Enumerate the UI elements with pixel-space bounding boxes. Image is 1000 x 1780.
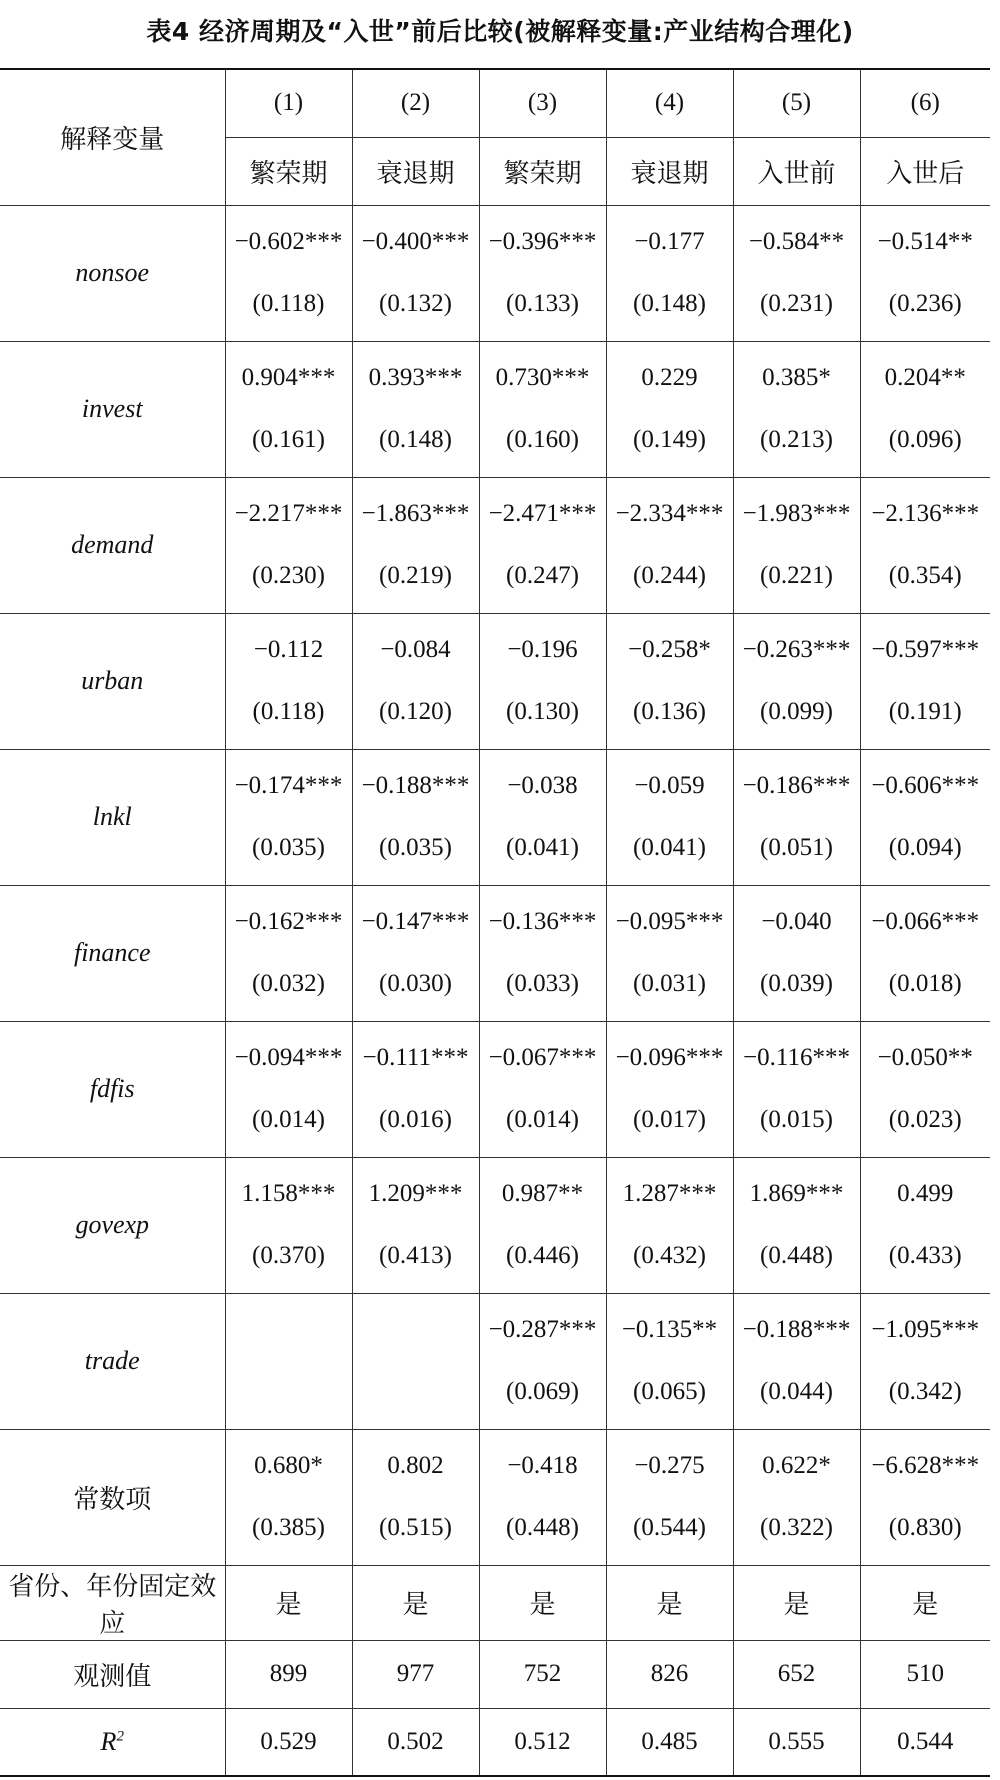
coefficient: 0.393***	[368, 364, 463, 391]
estimate-cell	[606, 477, 733, 613]
coefficient: 0.229	[641, 364, 698, 391]
column-number: (2)	[352, 69, 479, 137]
coefficient: 0.385*	[762, 364, 831, 391]
standard-error: (0.354)	[888, 562, 962, 589]
column-label: 入世后	[860, 137, 990, 205]
standard-error: (0.322)	[760, 1514, 833, 1541]
standard-error: (0.544)	[633, 1514, 706, 1541]
estimate-stack	[861, 1299, 991, 1423]
estimate-stack	[226, 1435, 352, 1559]
standard-error: (0.118)	[252, 290, 325, 317]
estimate-stack	[607, 755, 733, 879]
standard-error: (0.096)	[888, 426, 962, 453]
estimate-cell	[225, 1293, 352, 1429]
header-number-row	[0, 69, 990, 137]
fixed-effects-row-value: 是	[606, 1565, 733, 1640]
coefficient: −0.584**	[748, 228, 845, 255]
estimate-stack	[226, 1027, 352, 1151]
coefficient: −0.111***	[362, 1044, 469, 1071]
standard-error: (0.094)	[888, 834, 962, 861]
observations-row-value: 510	[860, 1640, 990, 1708]
estimate-cell	[860, 885, 990, 1021]
coefficient: 0.904***	[241, 364, 336, 391]
estimate-stack	[480, 1027, 606, 1151]
coefficient: −0.196	[507, 636, 578, 663]
table-row	[0, 885, 990, 1021]
estimate-stack	[480, 347, 606, 471]
standard-error: (0.213)	[760, 426, 833, 453]
coefficient: −0.135**	[621, 1316, 718, 1343]
estimate-cell	[225, 749, 352, 885]
coefficient: −1.095***	[871, 1316, 980, 1343]
standard-error: (0.148)	[379, 426, 452, 453]
estimate-stack	[353, 211, 479, 335]
estimate-stack	[607, 1299, 733, 1423]
column-label: 繁荣期	[225, 137, 352, 205]
estimate-cell	[479, 341, 606, 477]
coefficient: 1.287***	[622, 1180, 717, 1207]
estimate-stack	[226, 483, 352, 607]
estimate-cell	[860, 205, 990, 341]
estimate-stack	[480, 211, 606, 335]
estimate-cell	[860, 1021, 990, 1157]
standard-error: (0.051)	[760, 834, 833, 861]
coefficient: 1.158***	[241, 1180, 336, 1207]
coefficient: 0.987**	[501, 1180, 584, 1207]
coefficient: 0.730***	[495, 364, 590, 391]
variable-name: nonsoe	[0, 205, 225, 341]
standard-error: (0.244)	[633, 562, 706, 589]
coefficient: −0.096***	[615, 1044, 724, 1071]
estimate-cell	[733, 885, 860, 1021]
coefficient: −0.263***	[742, 636, 851, 663]
estimate-stack	[734, 891, 860, 1015]
estimate-cell	[733, 477, 860, 613]
coefficient: −0.287***	[488, 1316, 597, 1343]
coefficient: −0.095***	[615, 908, 724, 935]
coefficient: −2.471***	[488, 500, 597, 527]
coefficient: −2.136***	[871, 500, 980, 527]
r-squared-symbol: R	[100, 1726, 117, 1756]
estimate-cell	[352, 1293, 479, 1429]
estimate-cell	[479, 613, 606, 749]
coefficient: −0.162***	[234, 908, 343, 935]
estimate-stack	[607, 1027, 733, 1151]
estimate-stack	[607, 347, 733, 471]
coefficient: −0.040	[761, 908, 832, 935]
r-squared-exponent: 2	[116, 1728, 124, 1745]
table-row	[0, 1293, 990, 1429]
variable-name: 常数项	[0, 1429, 225, 1565]
estimate-cell	[860, 1293, 990, 1429]
coefficient: 0.622*	[762, 1452, 831, 1479]
variable-name: finance	[0, 885, 225, 1021]
fixed-effects-row-value: 是	[860, 1565, 990, 1640]
variable-name: trade	[0, 1293, 225, 1429]
estimate-stack	[353, 347, 479, 471]
standard-error: (0.161)	[252, 426, 325, 453]
standard-error: (0.515)	[379, 1514, 452, 1541]
estimate-cell	[225, 341, 352, 477]
coefficient: −0.066***	[871, 908, 980, 935]
estimate-cell	[733, 1021, 860, 1157]
coefficient: −0.050**	[877, 1044, 973, 1071]
estimate-cell	[225, 885, 352, 1021]
r-squared-value: 0.544	[860, 1708, 990, 1776]
standard-error: (0.433)	[888, 1242, 962, 1269]
standard-error: (0.118)	[252, 698, 325, 725]
estimate-stack	[861, 619, 991, 743]
estimate-cell	[606, 749, 733, 885]
estimate-stack	[607, 619, 733, 743]
standard-error: (0.031)	[633, 970, 706, 997]
row-label-header: 解释变量	[0, 69, 225, 205]
standard-error: (0.069)	[506, 1378, 579, 1405]
standard-error: (0.032)	[252, 970, 325, 997]
estimate-stack	[734, 1027, 860, 1151]
table-row	[0, 1157, 990, 1293]
estimate-cell	[479, 749, 606, 885]
estimate-stack	[480, 619, 606, 743]
estimate-stack	[861, 211, 991, 335]
estimate-cell	[225, 477, 352, 613]
coefficient: −0.084	[380, 636, 451, 663]
standard-error: (0.033)	[506, 970, 579, 997]
estimate-cell	[606, 613, 733, 749]
estimate-stack	[353, 1027, 479, 1151]
coefficient: −0.606***	[871, 772, 980, 799]
estimate-cell	[733, 1157, 860, 1293]
standard-error: (0.236)	[888, 290, 962, 317]
standard-error: (0.133)	[506, 290, 579, 317]
column-number: (1)	[225, 69, 352, 137]
estimate-cell	[606, 1293, 733, 1429]
estimate-cell	[733, 613, 860, 749]
table-row	[0, 1021, 990, 1157]
fixed-effects-row-label: 省份、年份固定效应	[0, 1565, 225, 1640]
estimate-cell	[606, 1021, 733, 1157]
coefficient: −0.116***	[743, 1044, 850, 1071]
coefficient: 0.204**	[884, 364, 966, 391]
standard-error: (0.830)	[888, 1514, 962, 1541]
estimate-stack	[607, 211, 733, 335]
estimate-stack	[734, 755, 860, 879]
coefficient: −0.400***	[361, 228, 470, 255]
table-row	[0, 749, 990, 885]
fixed-effects-row-value: 是	[479, 1565, 606, 1640]
variable-name: invest	[0, 341, 225, 477]
column-label: 衰退期	[606, 137, 733, 205]
estimate-stack	[607, 483, 733, 607]
table-row	[0, 477, 990, 613]
estimate-cell	[479, 1157, 606, 1293]
estimate-stack	[226, 1163, 352, 1287]
estimate-stack	[353, 1163, 479, 1287]
r-squared-value: 0.502	[352, 1708, 479, 1776]
estimate-cell	[606, 1429, 733, 1565]
r-squared-value: 0.512	[479, 1708, 606, 1776]
r-squared-value: 0.529	[225, 1708, 352, 1776]
estimate-stack	[607, 1163, 733, 1287]
coefficient: 1.209***	[368, 1180, 463, 1207]
coefficient: −2.334***	[615, 500, 724, 527]
coefficient: 1.869***	[749, 1180, 844, 1207]
fixed-effects-row-value: 是	[733, 1565, 860, 1640]
estimate-stack	[480, 483, 606, 607]
coefficient: 0.680*	[254, 1452, 323, 1479]
estimate-stack	[734, 483, 860, 607]
coefficient: −0.188***	[361, 772, 470, 799]
estimate-stack	[353, 755, 479, 879]
standard-error: (0.030)	[379, 970, 452, 997]
coefficient: −0.094***	[234, 1044, 343, 1071]
standard-error: (0.221)	[760, 562, 833, 589]
standard-error: (0.191)	[888, 698, 962, 725]
estimate-stack	[480, 755, 606, 879]
r-squared-label	[0, 1708, 225, 1776]
estimate-stack	[861, 1163, 991, 1287]
estimate-cell	[352, 1157, 479, 1293]
estimate-cell	[479, 1293, 606, 1429]
estimate-stack	[226, 619, 352, 743]
table-row	[0, 613, 990, 749]
coefficient: −0.396***	[488, 228, 597, 255]
estimate-cell	[606, 885, 733, 1021]
fixed-effects-row	[0, 1565, 990, 1640]
estimate-stack	[734, 1435, 860, 1559]
coefficient: −6.628***	[871, 1452, 980, 1479]
estimate-stack	[861, 483, 991, 607]
estimate-cell	[733, 1429, 860, 1565]
coefficient: −0.514**	[877, 228, 973, 255]
r-squared-value: 0.555	[733, 1708, 860, 1776]
estimate-cell	[479, 885, 606, 1021]
variable-name: lnkl	[0, 749, 225, 885]
estimate-stack	[353, 483, 479, 607]
estimate-stack	[734, 1163, 860, 1287]
estimate-stack	[480, 1163, 606, 1287]
estimate-stack	[734, 347, 860, 471]
standard-error: (0.035)	[252, 834, 325, 861]
coefficient: −0.258*	[628, 636, 711, 663]
estimate-cell	[225, 1157, 352, 1293]
coefficient: −2.217***	[234, 500, 343, 527]
estimate-stack	[861, 1435, 991, 1559]
coefficient: −0.186***	[742, 772, 851, 799]
fixed-effects-row-value: 是	[225, 1565, 352, 1640]
coefficient: −0.275	[634, 1452, 705, 1479]
estimate-cell	[225, 205, 352, 341]
standard-error: (0.230)	[252, 562, 325, 589]
column-number: (5)	[733, 69, 860, 137]
estimate-stack	[734, 1299, 860, 1423]
estimate-cell	[225, 613, 352, 749]
estimate-stack	[480, 891, 606, 1015]
estimate-cell	[733, 1293, 860, 1429]
estimate-cell	[479, 1021, 606, 1157]
standard-error: (0.446)	[506, 1242, 579, 1269]
column-number: (6)	[860, 69, 990, 137]
standard-error: (0.160)	[506, 426, 579, 453]
standard-error: (0.413)	[379, 1242, 452, 1269]
observations-row-value: 899	[225, 1640, 352, 1708]
standard-error: (0.120)	[379, 698, 452, 725]
estimate-stack	[861, 891, 991, 1015]
standard-error: (0.039)	[760, 970, 833, 997]
estimate-cell	[225, 1021, 352, 1157]
standard-error: (0.018)	[888, 970, 962, 997]
coefficient: −0.067***	[488, 1044, 597, 1071]
standard-error: (0.016)	[379, 1106, 452, 1133]
fixed-effects-row-value: 是	[352, 1565, 479, 1640]
standard-error: (0.041)	[506, 834, 579, 861]
estimate-cell	[860, 1157, 990, 1293]
estimate-stack	[734, 211, 860, 335]
estimate-cell	[352, 477, 479, 613]
estimate-stack	[861, 755, 991, 879]
standard-error: (0.014)	[252, 1106, 325, 1133]
estimate-stack	[480, 1299, 606, 1423]
standard-error: (0.015)	[760, 1106, 833, 1133]
estimate-cell	[479, 1429, 606, 1565]
coefficient: −0.147***	[361, 908, 470, 935]
column-label: 入世前	[733, 137, 860, 205]
standard-error: (0.017)	[633, 1106, 706, 1133]
standard-error: (0.099)	[760, 698, 833, 725]
estimate-cell	[733, 341, 860, 477]
variable-name: fdfis	[0, 1021, 225, 1157]
estimate-cell	[352, 1429, 479, 1565]
standard-error: (0.432)	[633, 1242, 706, 1269]
table-row	[0, 205, 990, 341]
standard-error: (0.448)	[760, 1242, 833, 1269]
estimate-cell	[606, 1157, 733, 1293]
estimate-cell	[352, 885, 479, 1021]
estimate-cell	[352, 205, 479, 341]
coefficient: −0.136***	[488, 908, 597, 935]
variable-name: urban	[0, 613, 225, 749]
estimate-cell	[352, 1021, 479, 1157]
estimate-stack	[226, 891, 352, 1015]
coefficient: −0.602***	[234, 228, 343, 255]
standard-error: (0.370)	[252, 1242, 325, 1269]
standard-error: (0.065)	[633, 1378, 706, 1405]
standard-error: (0.044)	[760, 1378, 833, 1405]
coefficient: −1.983***	[742, 500, 851, 527]
estimate-cell	[860, 1429, 990, 1565]
standard-error: (0.035)	[379, 834, 452, 861]
column-number: (4)	[606, 69, 733, 137]
estimate-stack	[480, 1435, 606, 1559]
coefficient: −0.188***	[742, 1316, 851, 1343]
coefficient: −0.177	[634, 228, 705, 255]
standard-error: (0.247)	[506, 562, 579, 589]
column-number: (3)	[479, 69, 606, 137]
variable-name: demand	[0, 477, 225, 613]
estimate-stack	[607, 891, 733, 1015]
standard-error: (0.231)	[760, 290, 833, 317]
estimate-stack	[861, 1027, 991, 1151]
observations-row-value: 752	[479, 1640, 606, 1708]
standard-error: (0.385)	[252, 1514, 325, 1541]
observations-row	[0, 1640, 990, 1708]
estimate-cell	[479, 477, 606, 613]
estimate-cell	[352, 749, 479, 885]
table-row	[0, 1429, 990, 1565]
estimate-cell	[733, 749, 860, 885]
standard-error: (0.041)	[633, 834, 706, 861]
estimate-stack	[353, 891, 479, 1015]
estimate-stack	[353, 1435, 479, 1559]
r-squared-value: 0.485	[606, 1708, 733, 1776]
coefficient: 0.499	[897, 1180, 954, 1207]
table-row	[0, 341, 990, 477]
coefficient: −1.863***	[361, 500, 470, 527]
estimate-cell	[352, 613, 479, 749]
standard-error: (0.149)	[633, 426, 706, 453]
estimate-stack	[861, 347, 991, 471]
coefficient: −0.059	[634, 772, 705, 799]
estimate-stack	[734, 619, 860, 743]
column-label: 衰退期	[352, 137, 479, 205]
estimate-stack	[226, 347, 352, 471]
estimate-cell	[860, 341, 990, 477]
estimate-cell	[860, 613, 990, 749]
estimate-cell	[606, 205, 733, 341]
estimate-cell	[352, 341, 479, 477]
regression-table	[0, 68, 990, 1777]
standard-error: (0.342)	[888, 1378, 962, 1405]
coefficient: −0.174***	[234, 772, 343, 799]
coefficient: −0.597***	[871, 636, 980, 663]
estimate-cell	[860, 477, 990, 613]
estimate-cell	[606, 341, 733, 477]
estimate-cell	[733, 205, 860, 341]
estimate-stack	[353, 619, 479, 743]
estimate-cell	[225, 1429, 352, 1565]
standard-error: (0.023)	[888, 1106, 962, 1133]
observations-row-value: 826	[606, 1640, 733, 1708]
coefficient: −0.418	[507, 1452, 578, 1479]
column-label: 繁荣期	[479, 137, 606, 205]
observations-row-value: 977	[352, 1640, 479, 1708]
standard-error: (0.130)	[506, 698, 579, 725]
estimate-cell	[479, 205, 606, 341]
observations-row-value: 652	[733, 1640, 860, 1708]
coefficient: −0.112	[253, 636, 324, 663]
estimate-stack	[226, 755, 352, 879]
standard-error: (0.448)	[506, 1514, 579, 1541]
standard-error: (0.132)	[379, 290, 452, 317]
r-squared-row	[0, 1708, 990, 1776]
estimate-stack	[226, 211, 352, 335]
observations-row-label: 观测值	[0, 1640, 225, 1708]
estimate-cell	[860, 749, 990, 885]
standard-error: (0.136)	[633, 698, 706, 725]
standard-error: (0.014)	[506, 1106, 579, 1133]
variable-name: govexp	[0, 1157, 225, 1293]
coefficient: −0.038	[507, 772, 578, 799]
standard-error: (0.148)	[633, 290, 706, 317]
standard-error: (0.219)	[379, 562, 452, 589]
table-title: 表4 经济周期及“入世”前后比较(被解释变量:产业结构合理化)	[146, 17, 854, 46]
coefficient: 0.802	[387, 1452, 444, 1479]
estimate-stack	[607, 1435, 733, 1559]
